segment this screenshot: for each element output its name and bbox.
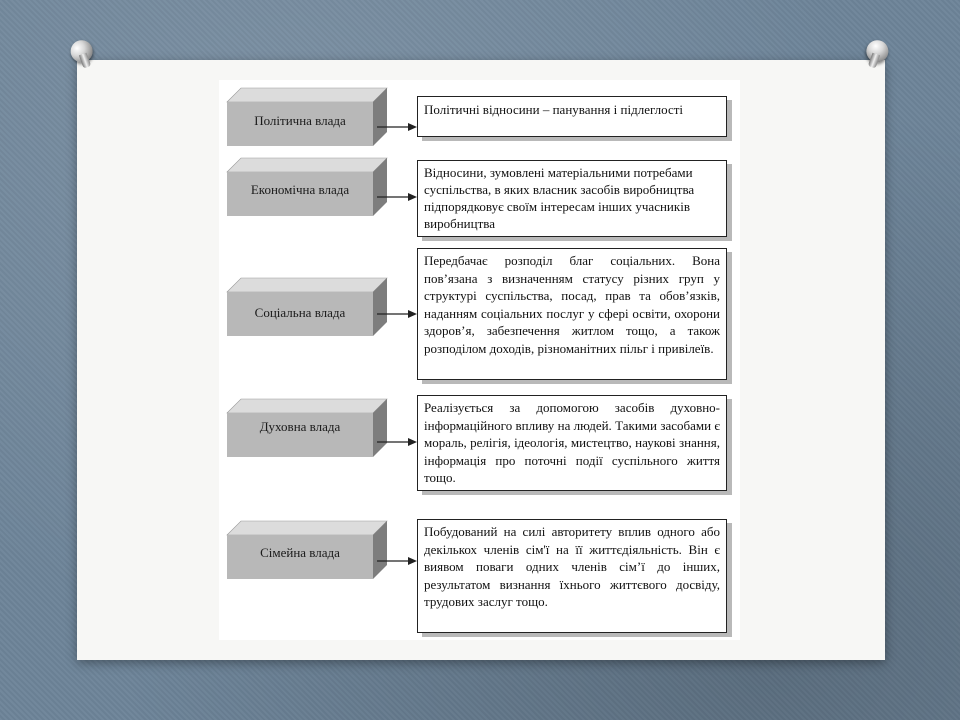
arrow-icon xyxy=(377,308,417,320)
block-spiritual xyxy=(227,399,387,457)
description-economic: Відносини, зумовлені матеріальними потребами суспільства, в яких власник засобів виробництва підпорядковує своїм інтересам інших учасників виробництва xyxy=(417,160,727,237)
block-family xyxy=(227,521,387,579)
arrow-icon xyxy=(377,436,417,448)
block-label: Сімейна влада xyxy=(260,545,340,560)
block-label: Економічна влада xyxy=(250,182,350,197)
block-political xyxy=(227,88,387,146)
description-spiritual: Реалізується за допомогою засобів духовно-інформаційного впливу на людей. Такими засобами є мораль, релігія, ідеологія, мистецтво, наукові знання, інформація про поточні події суспільного життя тощо. xyxy=(417,395,727,491)
description-political: Політичні відносини – панування і підлеглості xyxy=(417,96,727,137)
block-social xyxy=(227,278,387,336)
block-economic xyxy=(227,158,387,216)
block-label: Політична влада xyxy=(254,113,346,128)
block-label: Соціальна влада xyxy=(254,305,346,320)
block-label: Духовна влада xyxy=(259,419,341,434)
description-family: Побудований на силі авторитету вплив одного або декількох членів сім'ї на її життєдіяльність. Він є виявом поваги одних членів сім’ї до інших, результатом визнання їхнього життєвого досвіду, трудових заслуг тощо. xyxy=(417,519,727,633)
description-social: Передбачає розподіл благ соціальних. Вона пов’язана з визначенням статусу різних груп у структурі суспільства, посад, прав та обов’язків, наданням соціальних послуг у сфері освіти, охорони здоров’я, забезпечення житлом тощо, а також розподілом доходів, різноманітних пільг і привілеїв. xyxy=(417,248,727,380)
arrow-icon xyxy=(377,191,417,203)
arrow-icon xyxy=(377,121,417,133)
arrow-icon xyxy=(377,555,417,567)
power-types-diagram xyxy=(219,80,740,640)
